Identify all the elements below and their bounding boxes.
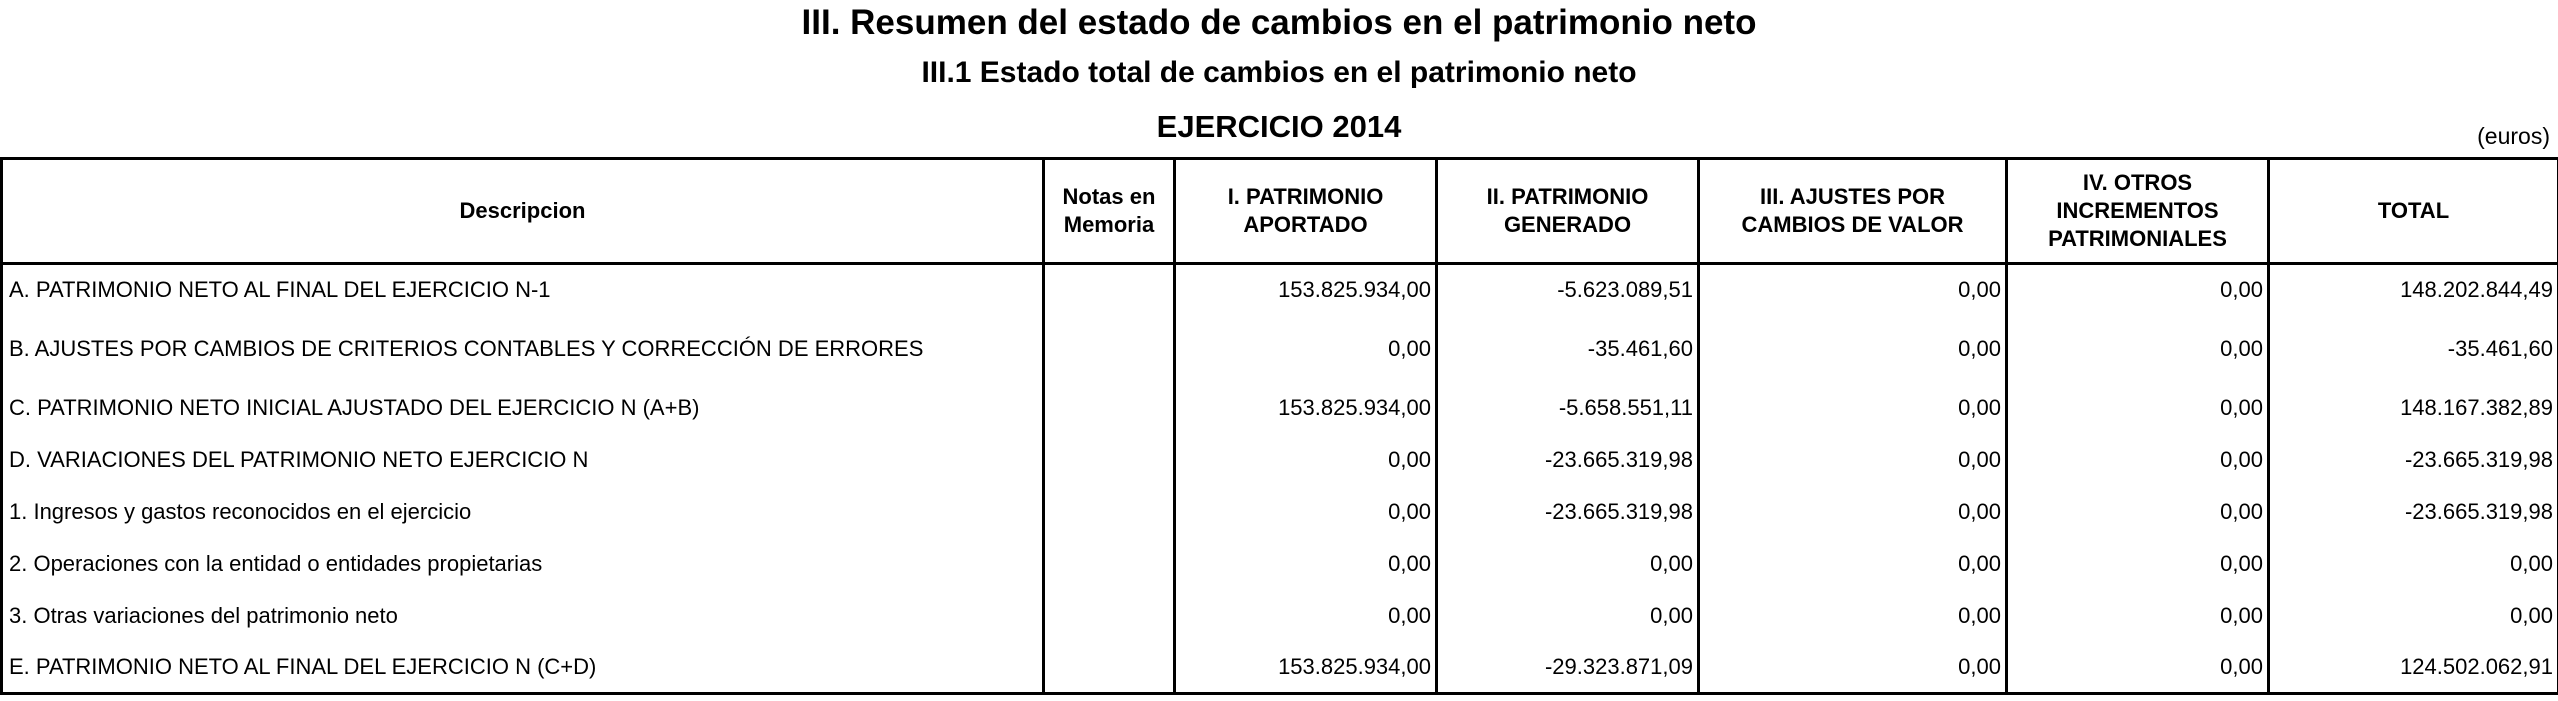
cell-patrimonio-aportado: 0,00 [1175,316,1437,382]
cell-patrimonio-aportado: 0,00 [1175,590,1437,642]
cell-patrimonio-generado: -35.461,60 [1437,316,1699,382]
cell-patrimonio-generado: -5.623.089,51 [1437,264,1699,316]
cell-descripcion: 3. Otras variaciones del patrimonio neto [2,590,1044,642]
cell-ajustes-valor: 0,00 [1699,642,2007,694]
report-subtitle: III.1 Estado total de cambios en el patrimonio neto [921,56,1637,89]
cell-ajustes-valor: 0,00 [1699,590,2007,642]
cell-otros-incrementos: 0,00 [2007,486,2269,538]
exercise-year: EJERCICIO 2014 [1156,109,1402,144]
col-header-patrimonio-generado: II. PATRIMONIO GENERADO [1437,159,1699,264]
table-row [2,486,2558,538]
cell-patrimonio-generado: -29.323.871,09 [1437,642,1699,694]
cell-ajustes-valor: 0,00 [1699,486,2007,538]
table-row [2,538,2558,590]
cell-descripcion: 1. Ingresos y gastos reconocidos en el ejercicio [2,486,1044,538]
cell-notas [1044,316,1175,382]
cell-notas [1044,538,1175,590]
cell-otros-incrementos: 0,00 [2007,264,2269,316]
cell-descripcion: A. PATRIMONIO NETO AL FINAL DEL EJERCICIO N-1 [2,264,1044,316]
cell-ajustes-valor: 0,00 [1699,538,2007,590]
cell-patrimonio-generado: -5.658.551,11 [1437,382,1699,434]
table-row [2,590,2558,642]
cell-patrimonio-aportado: 0,00 [1175,486,1437,538]
cell-ajustes-valor: 0,00 [1699,434,2007,486]
col-header-ajustes-valor: III. AJUSTES POR CAMBIOS DE VALOR [1699,159,2007,264]
cell-descripcion: E. PATRIMONIO NETO AL FINAL DEL EJERCICIO N (C+D) [2,642,1044,694]
col-header-descripcion: Descripcion [2,159,1044,264]
cell-patrimonio-aportado: 153.825.934,00 [1175,642,1437,694]
cell-otros-incrementos: 0,00 [2007,590,2269,642]
cell-total: 0,00 [2269,590,2558,642]
cell-patrimonio-generado: -23.665.319,98 [1437,486,1699,538]
cell-ajustes-valor: 0,00 [1699,264,2007,316]
col-header-otros-incrementos: IV. OTROS INCREMENTOS PATRIMONIALES [2007,159,2269,264]
cell-patrimonio-generado: 0,00 [1437,590,1699,642]
col-header-patrimonio-aportado: I. PATRIMONIO APORTADO [1175,159,1437,264]
cell-patrimonio-aportado: 0,00 [1175,434,1437,486]
table-row [2,642,2558,694]
cell-total: -23.665.319,98 [2269,486,2558,538]
cell-descripcion: 2. Operaciones con la entidad o entidades propietarias [2,538,1044,590]
cell-total: 0,00 [2269,538,2558,590]
cell-notas [1044,642,1175,694]
report-title: III. Resumen del estado de cambios en el patrimonio neto [801,3,1757,42]
equity-changes-table [0,157,2558,695]
cell-otros-incrementos: 0,00 [2007,538,2269,590]
table-row [2,434,2558,486]
cell-descripcion: B. AJUSTES POR CAMBIOS DE CRITERIOS CONTABLES Y CORRECCIÓN DE ERRORES [2,316,1044,382]
table-row [2,316,2558,382]
table-header-row [2,159,2558,264]
cell-total: 124.502.062,91 [2269,642,2558,694]
cell-total: 148.202.844,49 [2269,264,2558,316]
cell-notas [1044,264,1175,316]
cell-patrimonio-generado: 0,00 [1437,538,1699,590]
table-row [2,382,2558,434]
cell-otros-incrementos: 0,00 [2007,316,2269,382]
col-header-notas: Notas en Memoria [1044,159,1175,264]
cell-descripcion: D. VARIACIONES DEL PATRIMONIO NETO EJERCICIO N [2,434,1044,486]
cell-ajustes-valor: 0,00 [1699,382,2007,434]
cell-notas [1044,434,1175,486]
cell-notas [1044,486,1175,538]
cell-otros-incrementos: 0,00 [2007,642,2269,694]
cell-notas [1044,590,1175,642]
cell-total: -23.665.319,98 [2269,434,2558,486]
cell-otros-incrementos: 0,00 [2007,434,2269,486]
cell-total: -35.461,60 [2269,316,2558,382]
cell-patrimonio-generado: -23.665.319,98 [1437,434,1699,486]
cell-total: 148.167.382,89 [2269,382,2558,434]
cell-patrimonio-aportado: 153.825.934,00 [1175,264,1437,316]
units-label: (euros) [2477,123,2550,149]
cell-descripcion: C. PATRIMONIO NETO INICIAL AJUSTADO DEL EJERCICIO N (A+B) [2,382,1044,434]
table-row [2,264,2558,316]
cell-ajustes-valor: 0,00 [1699,316,2007,382]
cell-notas [1044,382,1175,434]
cell-otros-incrementos: 0,00 [2007,382,2269,434]
cell-patrimonio-aportado: 0,00 [1175,538,1437,590]
cell-patrimonio-aportado: 153.825.934,00 [1175,382,1437,434]
table-body [2,264,2558,694]
col-header-total: TOTAL [2269,159,2558,264]
